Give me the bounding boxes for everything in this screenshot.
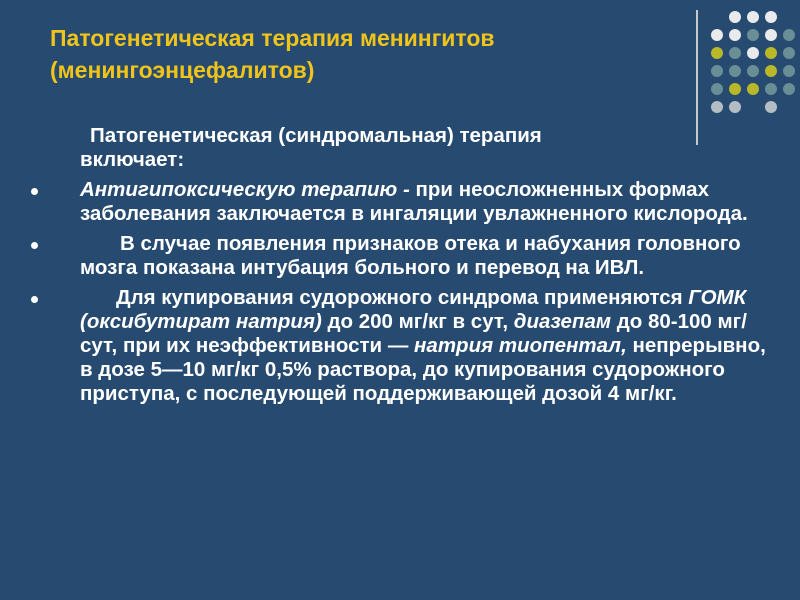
decorative-dot: [711, 101, 723, 113]
decorative-dot: [711, 29, 723, 41]
decorative-dot: [783, 29, 795, 41]
intro-paragraph: [30, 124, 770, 172]
decorative-dot: [747, 11, 759, 23]
decorative-dot: [765, 29, 777, 41]
decorative-dot: [765, 101, 777, 113]
decorative-dot: [783, 65, 795, 77]
decorative-dot: [711, 47, 723, 59]
bullet-item-seizures: [30, 286, 770, 406]
bullet-3-italic-3: натрия тиопентал,: [414, 334, 627, 357]
title-line-1: Патогенетическая терапия менингитов: [50, 25, 495, 51]
bullet-item-oxygen: [30, 178, 770, 226]
bullet-3-part-3: до 80-100 мг/сут, при их неэффективности —: [80, 310, 747, 357]
bullet-dot-icon: [31, 242, 38, 249]
decorative-dot: [747, 29, 759, 41]
decorative-dot: [729, 29, 741, 41]
decorative-dot: [783, 47, 795, 59]
bullet-3-italic-1: ГОМК (оксибутират натрия): [80, 286, 747, 333]
bullet-3-part-2: до 200 мг/кг в сут,: [321, 310, 514, 333]
decorative-dot: [765, 11, 777, 23]
bullet-1-italic-lead: Антигипоксическую терапию -: [80, 178, 410, 201]
decorative-dot: [729, 11, 741, 23]
decorative-dot: [711, 65, 723, 77]
decorative-dot: [747, 83, 759, 95]
decorative-dot: [783, 83, 795, 95]
decorative-dot: [747, 65, 759, 77]
decorative-dot: [711, 83, 723, 95]
decorative-dot: [729, 47, 741, 59]
slide-body: [30, 124, 770, 406]
intro-line-2: включает:: [80, 148, 185, 171]
decorative-dot: [729, 101, 741, 113]
decorative-dot: [747, 47, 759, 59]
bullet-item-edema: [30, 232, 770, 280]
bullet-3-part-4: непрерывно, в дозе 5—10 мг/кг 0,5% раствора, до купирования судорожного приступа, с последующей поддерживающей дозой 4 мг/кг.: [80, 334, 766, 405]
bullet-dot-icon: [31, 188, 38, 195]
bullet-dot-icon: [31, 296, 38, 303]
decorative-dot: [729, 83, 741, 95]
intro-line-1: Патогенетическая (синдромальная) терапия: [90, 124, 542, 147]
decorative-dot: [729, 65, 741, 77]
decorative-dot: [765, 47, 777, 59]
bullet-3-italic-2: диазепам: [513, 310, 612, 333]
decorative-dot: [765, 83, 777, 95]
bullet-1-text: при неосложненных формах заболевания заключается в ингаляции увлажненного кислорода.: [80, 178, 748, 225]
bullet-3-part-1: Для купирования судорожного синдрома применяются: [116, 286, 689, 309]
decorative-dot: [765, 65, 777, 77]
slide-title: [50, 22, 650, 86]
bullet-2-text: В случае появления признаков отека и набухания головного мозга показана интубация больного и перевод на ИВЛ.: [80, 232, 741, 279]
title-line-2: (менингоэнцефалитов): [50, 57, 315, 83]
